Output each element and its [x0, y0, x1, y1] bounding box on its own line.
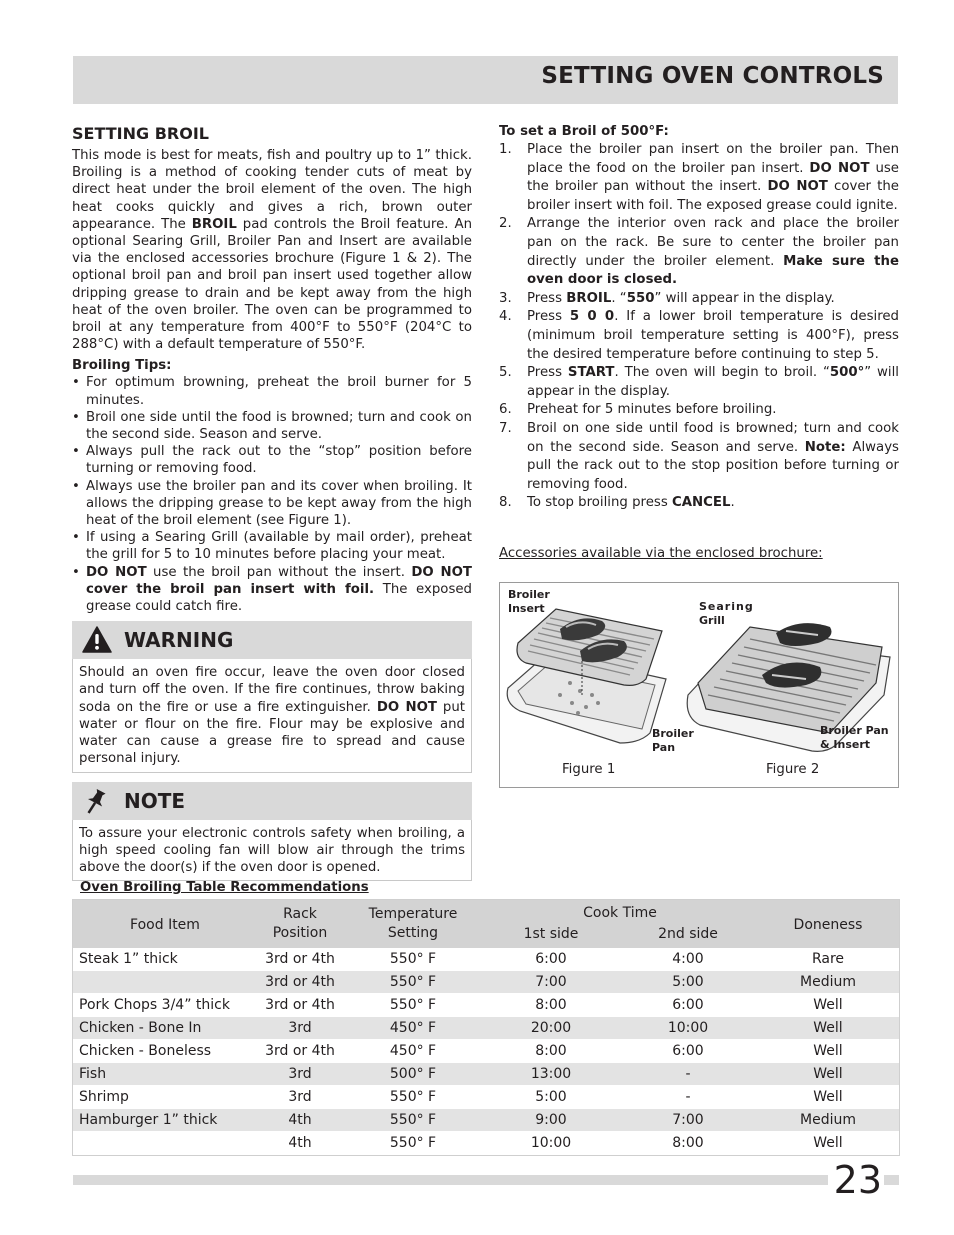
step-number: 5. — [499, 365, 512, 381]
temperature-cell: 550° F — [343, 1132, 483, 1155]
second-side-cell: - — [619, 1086, 757, 1109]
warning-triangle-icon — [82, 626, 112, 658]
step-item — [499, 215, 899, 289]
first-side-cell: 20:00 — [483, 1017, 619, 1040]
bullet: • — [72, 409, 80, 425]
label-line: Broiler — [652, 727, 694, 740]
second-side-cell: 6:00 — [619, 1040, 757, 1063]
doneness-cell: Rare — [757, 948, 899, 971]
temperature-cell: 450° F — [343, 1017, 483, 1040]
note-text: To assure your electronic controls safety when broiling, a high speed cooling fan will blow air through the trims above the door(s) if the oven door is opened. — [79, 825, 465, 875]
tip-item — [72, 478, 472, 530]
step-text: To stop broiling press CANCEL. — [527, 495, 735, 511]
label-searing-grill — [699, 600, 754, 628]
food-item-cell — [73, 971, 257, 994]
warning-box — [72, 621, 472, 772]
second-side-cell: 8:00 — [619, 1132, 757, 1155]
page-number: 23 — [828, 1158, 884, 1202]
step-text: Broil on one side until food is browned; turn and cook on the second side. Season and serve. Note: Always pull the rack out to the stop position before turning or removing food. — [527, 420, 899, 492]
header-rack-position — [257, 900, 343, 948]
header-2nd-side: 2nd side — [619, 924, 757, 948]
broil-table — [73, 900, 899, 1155]
doneness-cell: Well — [757, 1063, 899, 1086]
footer-bar — [73, 1175, 899, 1185]
temperature-cell: 550° F — [343, 948, 483, 971]
rack-position-cell: 3rd or 4th — [257, 971, 343, 994]
food-item-cell: Steak 1” thick — [73, 948, 257, 971]
header-line: Rack — [283, 906, 317, 922]
broil-table-title: Oven Broiling Table Recommendations — [80, 880, 369, 895]
step-number: 8. — [499, 495, 512, 511]
bullet: • — [72, 564, 80, 580]
table-row — [73, 1109, 899, 1132]
note-header — [72, 782, 472, 820]
second-side-cell: - — [619, 1063, 757, 1086]
step-number: 2. — [499, 216, 512, 232]
step-item — [499, 308, 899, 364]
food-item-cell: Chicken - Boneless — [73, 1040, 257, 1063]
tip-text: Broil one side until the food is browned; turn and cook on the second side. Season and serve. — [86, 409, 472, 443]
first-side-cell: 8:00 — [483, 994, 619, 1017]
accessories-figure — [499, 582, 899, 788]
rack-position-cell: 4th — [257, 1132, 343, 1155]
broil-table-body — [73, 948, 899, 1155]
label-line: Pan — [652, 741, 676, 754]
rack-position-cell: 3rd or 4th — [257, 994, 343, 1017]
tip-text: DO NOT use the broil pan without the insert. DO NOT cover the broil pan insert with foil. The exposed grease could catch fire. — [86, 564, 472, 615]
table-row — [73, 1017, 899, 1040]
first-side-cell: 6:00 — [483, 948, 619, 971]
broiler-pan-drawing — [507, 609, 666, 743]
step-number: 3. — [499, 290, 512, 306]
header-1st-side: 1st side — [483, 924, 619, 948]
rack-position-cell: 3rd — [257, 1063, 343, 1086]
table-row — [73, 994, 899, 1017]
tip-item — [72, 529, 472, 563]
food-item-cell: Fish — [73, 1063, 257, 1086]
doneness-cell: Well — [757, 1132, 899, 1155]
doneness-cell: Medium — [757, 971, 899, 994]
warning-header — [72, 621, 472, 659]
tip-item — [72, 564, 472, 616]
step-item — [499, 420, 899, 494]
label-line: Insert — [508, 602, 545, 615]
food-item-cell: Hamburger 1” thick — [73, 1109, 257, 1132]
first-side-cell: 8:00 — [483, 1040, 619, 1063]
temperature-cell: 450° F — [343, 1040, 483, 1063]
step-text: Arrange the interior oven rack and place the broiler pan on the rack. Be sure to center the broiler pan directly under the broiler element. Make sure the oven door is closed. — [527, 216, 899, 288]
tip-item — [72, 443, 472, 477]
first-side-cell: 10:00 — [483, 1132, 619, 1155]
doneness-cell: Medium — [757, 1109, 899, 1132]
header-doneness: Doneness — [757, 900, 899, 948]
second-side-cell: 7:00 — [619, 1109, 757, 1132]
label-broiler-insert — [508, 588, 550, 616]
food-item-cell: Chicken - Bone In — [73, 1017, 257, 1040]
tip-text: If using a Searing Grill (available by mail order), preheat the grill for 5 to 10 minutes before placing your meat. — [86, 530, 472, 563]
page-title: SETTING OVEN CONTROLS — [541, 63, 884, 89]
temperature-cell: 550° F — [343, 994, 483, 1017]
accessories-caption: Accessories available via the enclosed brochure: — [499, 546, 823, 561]
step-text: Place the broiler pan insert on the broiler pan. Then place the food on the broiler pan insert. DO NOT use the broiler pan without the insert. DO NOT cover the broiler insert with foil. The exposed grease could ignite. — [527, 142, 899, 213]
bullet: • — [72, 530, 80, 546]
header-cook-time: Cook Time — [483, 900, 757, 924]
step-text: Press 5 0 0. If a lower broil temperature is desired (minimum broil temperature setting is 400°F), press the desired temperature before continuing to step 5. — [527, 309, 900, 362]
first-side-cell: 9:00 — [483, 1109, 619, 1132]
table-row — [73, 1132, 899, 1155]
step-item — [499, 290, 899, 309]
step-text: Press START. The oven will begin to broil. “500°” will appear in the display. — [527, 365, 899, 399]
warning-body-box — [72, 659, 472, 772]
broil-steps-list — [499, 141, 899, 513]
second-side-cell: 6:00 — [619, 994, 757, 1017]
table-row — [73, 1040, 899, 1063]
header-temperature-setting — [343, 900, 483, 948]
step-item — [499, 364, 899, 401]
note-title: NOTE — [124, 788, 186, 813]
header-line: Position — [272, 925, 328, 941]
label-broiler-pan-insert — [820, 724, 889, 752]
step-number: 7. — [499, 420, 512, 436]
bullet: • — [72, 375, 80, 391]
doneness-cell: Well — [757, 994, 899, 1017]
label-broiler-pan — [652, 727, 694, 755]
rack-position-cell: 3rd or 4th — [257, 1040, 343, 1063]
tip-text: Always use the broiler pan and its cover when broiling. It allows the dripping grease to be kept away from the high heat of the broil element (see Figure 1). — [86, 478, 472, 529]
setting-broil-intro: This mode is best for meats, fish and poultry up to 1” thick. Broiling is a method of cooking tender cuts of meat by direct heat under the broil element of the oven. The high heat cooks quickly and gives a rich, brown outer appearance. The BROIL pad controls the Broil feature. An optional Searing Grill, Broiler Pan and Insert are available via the enclosed accessories brochure (Figure 1 & 2). The optional broil pan and broil pan insert used together allow dripping grease to drain and be kept away from the high heat of the oven broiler. The oven can be programmed to broil at any temperature from 400°F to 550°F (204°C to 288°C) with a default temperature of 550°F. — [72, 148, 472, 353]
tip-item — [72, 409, 472, 443]
step-item — [499, 141, 899, 215]
second-side-cell: 4:00 — [619, 948, 757, 971]
doneness-cell: Well — [757, 1086, 899, 1109]
step-text: Preheat for 5 minutes before broiling. — [527, 402, 777, 418]
first-side-cell: 7:00 — [483, 971, 619, 994]
second-side-cell: 5:00 — [619, 971, 757, 994]
temperature-cell: 550° F — [343, 1109, 483, 1132]
label-line: Broiler — [508, 588, 550, 601]
note-body-box — [72, 820, 472, 882]
temperature-cell: 550° F — [343, 1086, 483, 1109]
step-text: Press BROIL. “550” will appear in the display. — [527, 290, 835, 306]
food-item-cell: Pork Chops 3/4” thick — [73, 994, 257, 1017]
left-column — [72, 124, 472, 881]
note-box — [72, 782, 472, 882]
label-line: Grill — [699, 614, 725, 627]
food-item-cell — [73, 1132, 257, 1155]
table-row — [73, 1086, 899, 1109]
second-side-cell: 10:00 — [619, 1017, 757, 1040]
step-item — [499, 401, 899, 420]
figure-2-caption: Figure 2 — [766, 762, 820, 777]
header-line: Temperature — [368, 906, 458, 922]
label-line: Searing — [699, 600, 754, 613]
table-row — [73, 971, 899, 994]
broiling-tips-heading: Broiling Tips: — [72, 358, 172, 374]
temperature-cell: 550° F — [343, 971, 483, 994]
step-item — [499, 494, 899, 513]
doneness-cell: Well — [757, 1040, 899, 1063]
temperature-cell: 500° F — [343, 1063, 483, 1086]
tip-item — [72, 374, 472, 408]
set-broil-500-heading: To set a Broil of 500°F: — [499, 124, 669, 139]
step-number: 1. — [499, 142, 512, 157]
step-number: 4. — [499, 309, 512, 325]
pushpin-icon — [82, 787, 112, 821]
rack-position-cell: 3rd — [257, 1017, 343, 1040]
first-side-cell: 13:00 — [483, 1063, 619, 1086]
rack-position-cell: 3rd — [257, 1086, 343, 1109]
rack-position-cell: 4th — [257, 1109, 343, 1132]
warning-text: Should an oven fire occur, leave the oven door closed and turn off the oven. If the fire continues, throw baking soda on the fire or use a fire extinguisher. DO NOT put water or flour on the fire. Flour may be explosive and water can cause a grease fire to spread and cause personal injury. — [79, 665, 465, 767]
setting-broil-heading: SETTING BROIL — [72, 124, 209, 143]
broiling-tips-list — [72, 374, 472, 615]
header-food-item: Food Item — [73, 900, 257, 948]
label-line: & Insert — [820, 738, 871, 751]
right-column — [499, 124, 899, 513]
table-row — [73, 948, 899, 971]
table-row — [73, 1063, 899, 1086]
section-header — [73, 56, 898, 104]
bullet: • — [72, 478, 80, 494]
warning-title: WARNING — [124, 628, 234, 653]
header-line: Setting — [387, 925, 439, 941]
tip-text: For optimum browning, preheat the broil burner for 5 minutes. — [86, 375, 472, 408]
tip-text: Always pull the rack out to the “stop” position before turning or removing food. — [86, 444, 472, 477]
step-number: 6. — [499, 402, 512, 418]
figure-1-caption: Figure 1 — [562, 762, 616, 777]
label-line: Broiler Pan — [820, 724, 889, 737]
food-item-cell: Shrimp — [73, 1086, 257, 1109]
bullet: • — [72, 444, 80, 460]
first-side-cell: 5:00 — [483, 1086, 619, 1109]
rack-position-cell: 3rd or 4th — [257, 948, 343, 971]
doneness-cell: Well — [757, 1017, 899, 1040]
